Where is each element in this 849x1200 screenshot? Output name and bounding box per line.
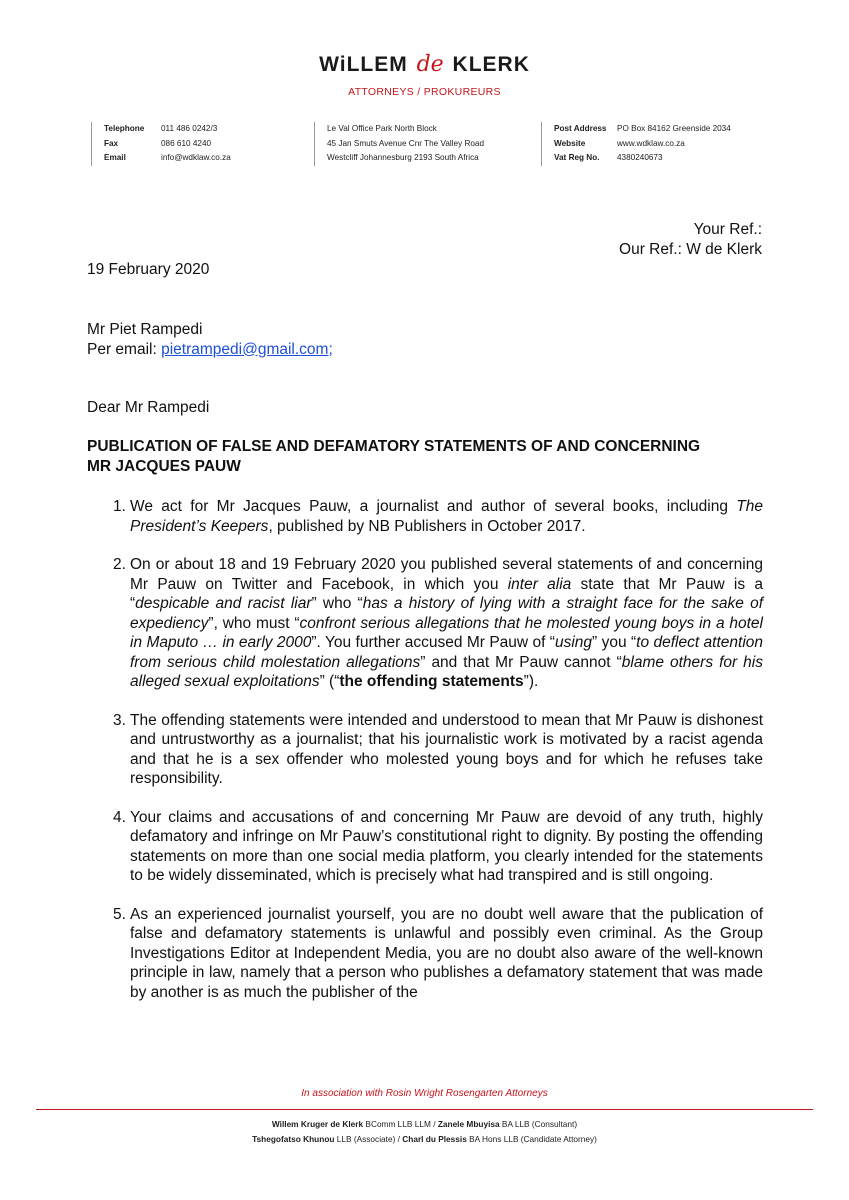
quoted-text: has a history of lying with a straight face for the sake of expediency	[130, 595, 764, 632]
partner-qualification: BA LLB (Consultant)	[499, 1119, 578, 1129]
firm-tagline: ATTORNEYS / PROKUREURS	[348, 86, 501, 98]
partner-name: Zanele Mbuyisa	[437, 1119, 500, 1129]
recipient-name: Mr Piet Rampedi	[87, 321, 203, 338]
paragraph-text: , published by NB Publishers in October 2017.	[268, 517, 586, 535]
quoted-text: despicable and racist liar	[135, 595, 312, 612]
paragraph-5	[87, 905, 763, 1003]
paragraph-text: ”. You further accused Mr Pauw of “	[311, 634, 555, 651]
contact-value: www.wdklaw.co.za	[617, 138, 685, 148]
paragraph-number: 3.	[113, 711, 126, 729]
recipient-block	[87, 320, 333, 359]
partner-name: Charl du Plessis	[402, 1134, 467, 1144]
recipient-email-line	[87, 340, 333, 360]
paragraph-text: We act for Mr Jacques Pauw, a journalist and author of several books, including	[130, 498, 737, 515]
paragraph-number: 1.	[113, 498, 126, 515]
paragraph-text: ” you “	[592, 634, 637, 651]
contact-label: Vat Reg No.	[554, 153, 600, 162]
quoted-text: inter alia	[507, 575, 572, 593]
numbered-paragraphs	[87, 497, 763, 1021]
footer-association: In association with Rosin Wright Rosengarten Attorneys	[301, 1088, 548, 1099]
paragraph-text: The offending statements were intended and understood to mean that Mr Pauw is dishonest and untrustworthy as a journalist; that his journalistic work is motivated by a racist agenda and that he is a sex offender who molested young boys and for which he refuses take responsibility.	[130, 711, 763, 787]
paragraph-1	[87, 497, 763, 536]
contact-row-post-address	[554, 122, 731, 137]
paragraph-text: ” and that Mr Pauw cannot “	[420, 653, 622, 671]
contact-block-postal	[541, 122, 731, 166]
contact-label: Email	[104, 153, 126, 162]
contact-label: Telephone	[104, 124, 145, 133]
salutation: Dear Mr Rampedi	[87, 399, 210, 416]
paragraph-text: ”).	[523, 673, 539, 690]
logo-name-last: KLERK	[452, 53, 530, 76]
separator: /	[430, 1119, 438, 1129]
contact-row-vat	[554, 151, 731, 166]
paragraph-4	[87, 808, 763, 886]
reference-block	[619, 220, 762, 259]
quoted-text: blame others for his alleged sexual exploitations	[130, 653, 763, 690]
partner-qualification: BA Hons LLB (Candidate Attorney)	[466, 1134, 597, 1144]
footer-divider	[36, 1109, 813, 1110]
contact-row-telephone	[104, 122, 231, 137]
recipient-email-link[interactable]: pietrampedi@gmail.com;	[161, 340, 333, 358]
logo-name-first: WiLLEM	[319, 53, 408, 76]
address-line: Le Val Office Park North Block	[327, 124, 437, 133]
firm-logo	[0, 52, 849, 77]
our-reference: Our Ref.: W de Klerk	[619, 240, 762, 258]
contact-row-fax	[104, 137, 231, 152]
quoted-text: to deflect attention from serious child molestation allegations	[130, 634, 764, 671]
contact-value: 4380240673	[617, 153, 663, 162]
contact-block-phone	[91, 122, 231, 166]
footer-partners	[0, 1117, 849, 1147]
contact-row-website	[554, 137, 731, 152]
partner-name: Willem Kruger de Klerk	[271, 1119, 364, 1129]
paragraph-number: 2.	[113, 556, 126, 573]
footer-names-line-2	[0, 1132, 849, 1147]
paragraph-text: ” (“	[319, 673, 340, 690]
partner-qualification: BComm LLB LLM	[363, 1119, 431, 1129]
partner-name: Tshegofatso Khunou	[252, 1134, 335, 1144]
quoted-text: using	[554, 634, 593, 651]
defined-term: the offending statements	[339, 673, 524, 690]
quoted-text: confront serious allegations that he molested young boys in a hotel in Maputo … in early 2000	[130, 614, 763, 651]
contact-value: info@wdklaw.co.za	[161, 153, 231, 162]
contact-row-email	[104, 151, 231, 166]
book-title: The President’s Keepers	[130, 498, 763, 535]
address-line: 45 Jan Smuts Avenue Cnr The Valley Road	[327, 138, 485, 148]
your-reference: Your Ref.:	[693, 221, 762, 238]
paragraph-text: ” who “	[311, 595, 363, 612]
paragraph-3	[87, 711, 763, 789]
letter-date: 19 February 2020	[87, 261, 210, 278]
paragraph-number: 4.	[113, 808, 126, 826]
contact-label: Website	[554, 138, 586, 148]
contact-label: Fax	[104, 138, 119, 148]
paragraph-text: Your claims and accusations of and concerning Mr Pauw are devoid of any truth, highly defamatory and infringe on Mr Pauw’s constitutional right to dignity. By posting the offending statements on more than one social media platform, you clearly intended for the statements to be widely disseminated, which is precisely what had transpired and is still ongoing.	[130, 808, 763, 884]
separator: /	[395, 1134, 403, 1144]
letter-heading: PUBLICATION OF FALSE AND DEFAMATORY STATEMENTS OF AND CONCERNING MR JACQUES PAUW	[87, 438, 701, 475]
paragraph-text: On or about 18 and 19 February 2020 you published several statements of and concerning Mr Pauw on Twitter and Facebook, in which you	[130, 556, 763, 593]
contact-value: PO Box 84162 Greenside 2034	[617, 124, 731, 133]
contact-block-address	[314, 122, 484, 166]
partner-qualification: LLB (Associate)	[334, 1134, 396, 1144]
footer-names-line-1	[0, 1117, 849, 1132]
paragraph-number: 5.	[113, 905, 126, 923]
logo-name-de: de	[416, 52, 444, 77]
address-line: Westcliff Johannesburg 2193 South Africa	[327, 153, 479, 162]
contact-label: Post Address	[554, 124, 607, 133]
paragraph-text: ”, who must “	[208, 614, 300, 632]
paragraph-text: state that Mr Pauw is a “	[130, 575, 763, 612]
contact-value: 011 486 0242/3	[161, 124, 218, 133]
email-prefix: Per email:	[87, 340, 162, 358]
paragraph-2	[87, 555, 763, 692]
contact-value: 086 610 4240	[161, 138, 212, 148]
paragraph-text: As an experienced journalist yourself, you are no doubt well aware that the publication of false and defamatory statements is unlawful and possibly even criminal. As the Group Investigations Editor at Independent Media, you are no doubt also aware of the well-known principle in law, namely that a person who publishes a defamatory statement that was made by another is as much the publisher of the	[130, 905, 763, 1001]
